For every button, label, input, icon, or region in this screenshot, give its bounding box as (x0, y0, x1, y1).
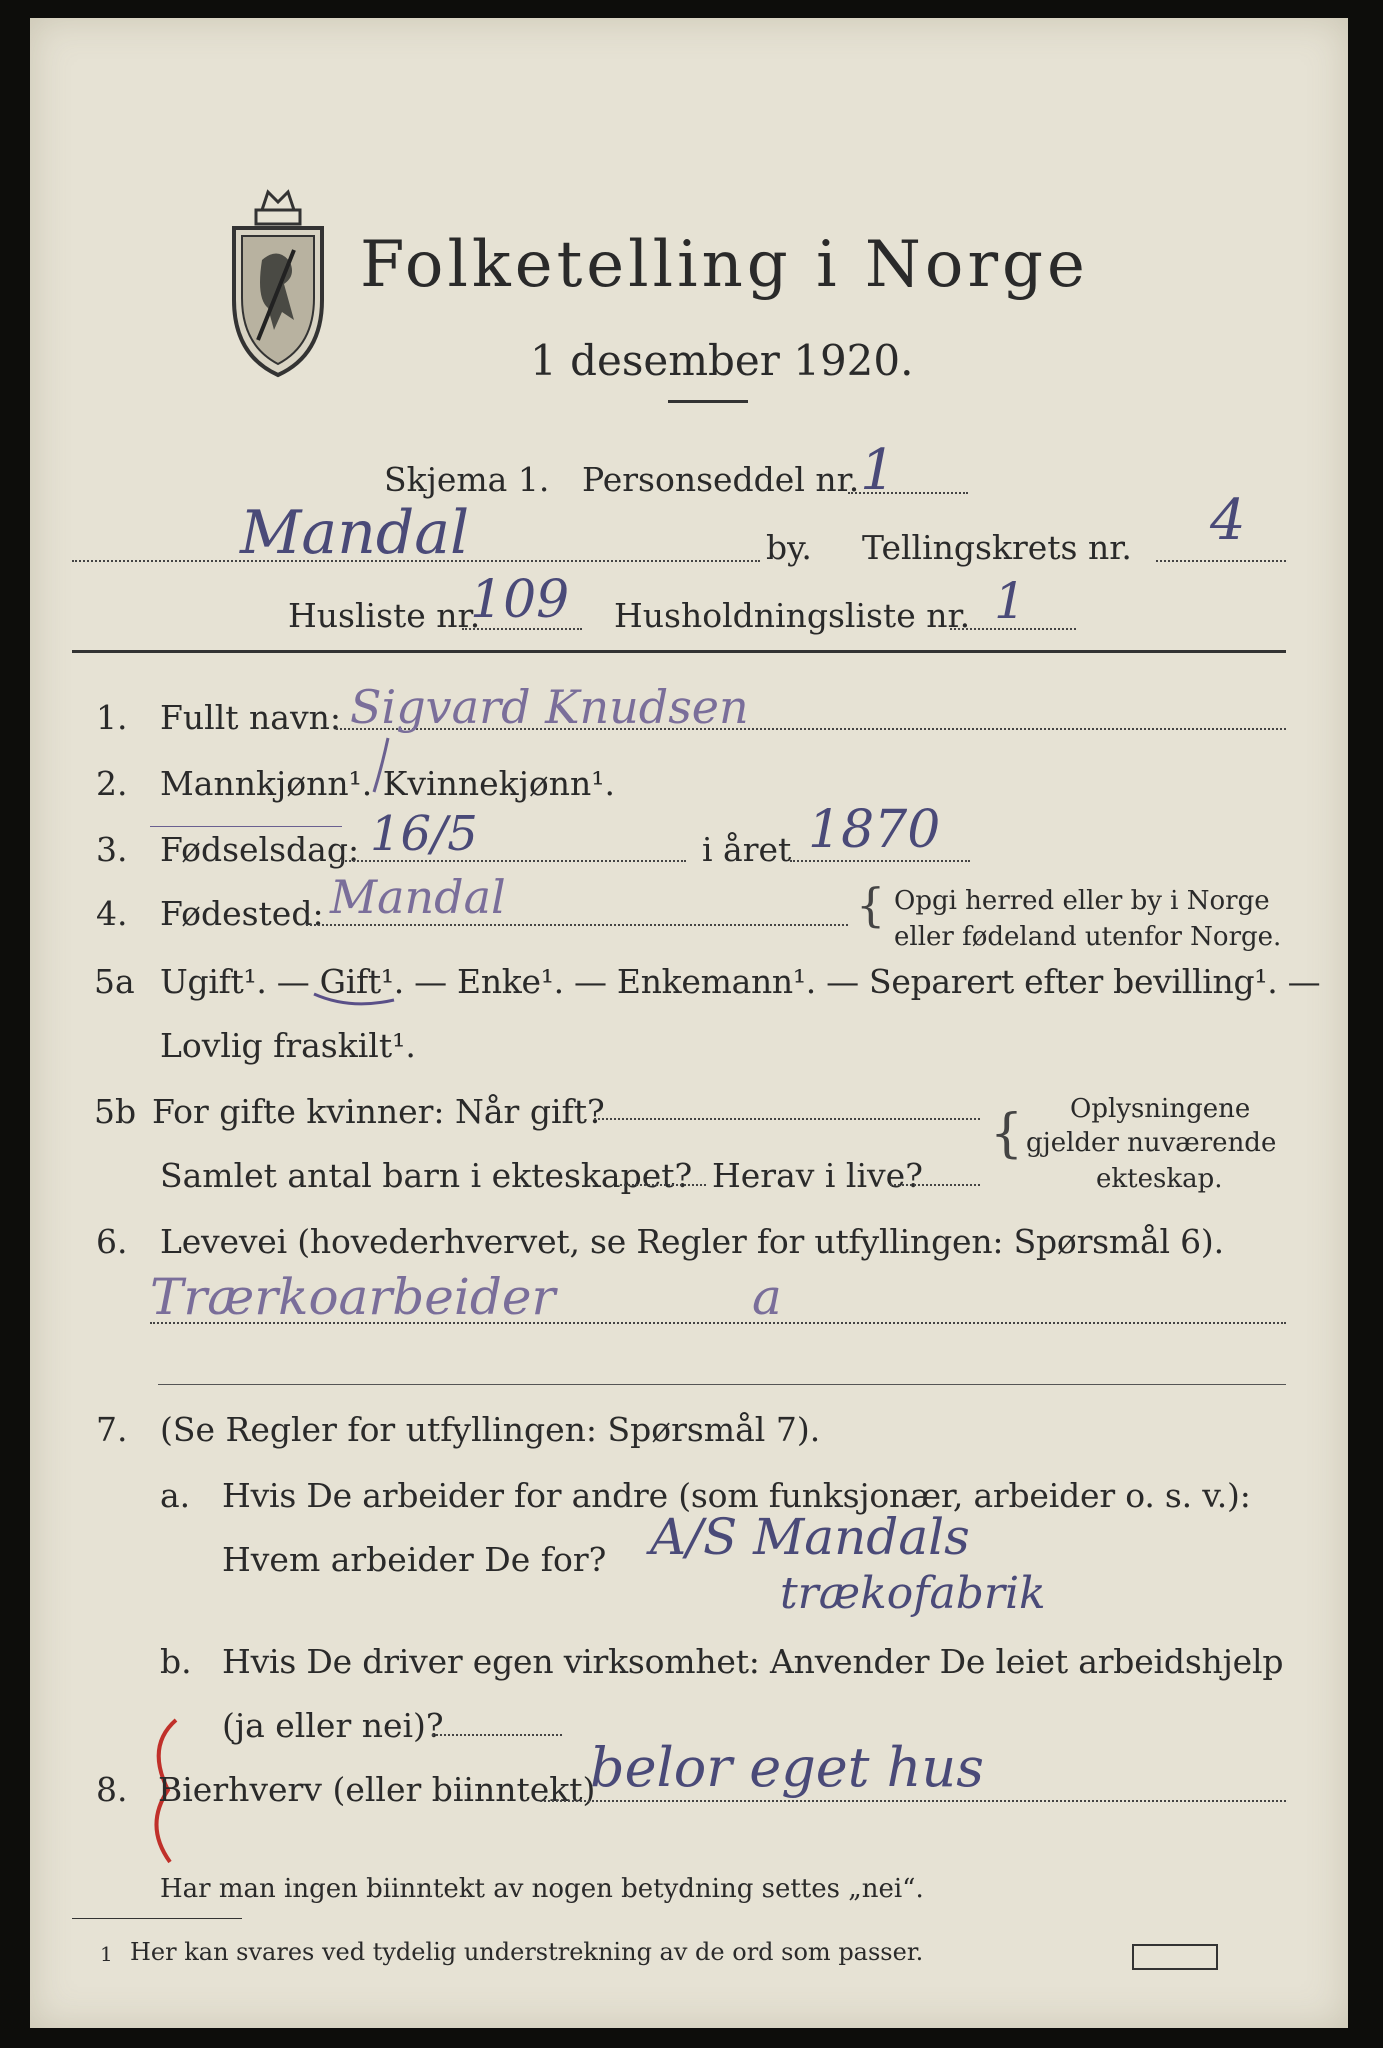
q6-line2 (158, 1384, 1286, 1385)
tellingskrets-label: Tellingskrets nr. (862, 528, 1132, 567)
husliste-label: Husliste nr. (288, 596, 481, 635)
q3-label: Fødselsdag: (160, 830, 360, 869)
skjema-label: Skjema 1. (384, 460, 550, 499)
q6-label: Levevei (hovederhvervet, se Regler for utfyllingen: Spørsmål 6). (160, 1222, 1224, 1261)
q6-number: 6. (96, 1222, 128, 1261)
husliste-value: 109 (470, 570, 570, 630)
q5b-label-alive: Herav i live? (712, 1156, 923, 1195)
q5b-note-line1: Oplysningene (1070, 1094, 1251, 1124)
personseddel-label: Personseddel nr. (582, 460, 860, 499)
q5a-number: 5a (94, 962, 135, 1001)
nei-note: Har man ingen biinntekt av nogen betydning settes „nei“. (160, 1874, 924, 1904)
q5b-label-married: For gifte kvinner: Når gift? (152, 1092, 605, 1131)
q5b-note-line2: gjelder nuværende (1026, 1128, 1277, 1158)
q5b-children-line (620, 1184, 706, 1186)
q5b-brace: { (990, 1104, 1024, 1164)
q7-label: (Se Regler for utfyllingen: Spørsmål 7). (160, 1410, 821, 1449)
q5b-married-line (594, 1118, 980, 1120)
q4-note-line2: eller fødeland utenfor Norge. (894, 922, 1282, 952)
q8-label: Bierhverv (eller biinntekt) (158, 1770, 596, 1809)
q7b-letter: b. (160, 1642, 192, 1681)
q6-value-suffix: a (752, 1268, 782, 1326)
footnote-text: Her kan svares ved tydelig understrekning av de ord som passer. (130, 1938, 924, 1966)
q7a-value-line1: A/S Mandals (650, 1508, 970, 1566)
q1-value: Sigvard Knudsen (350, 680, 749, 734)
personseddel-value: 1 (860, 438, 896, 503)
header-divider (72, 650, 1286, 653)
q2-check-mark (368, 736, 398, 796)
q3-year-label: i året (702, 830, 792, 869)
q7b-line2: (ja eller nei)? (222, 1706, 444, 1745)
q5b-label-children: Samlet antal barn i ekteskapet? (160, 1156, 693, 1195)
q7a-value-line2: trækofabrik (780, 1568, 1046, 1619)
q4-line (306, 924, 848, 926)
q3-underline (150, 826, 342, 827)
q6-line1 (150, 1322, 1286, 1324)
q8-number: 8. (96, 1770, 128, 1809)
city-value: Mandal (240, 498, 470, 568)
by-label: by. (766, 528, 812, 567)
husholdningsliste-value: 1 (994, 572, 1026, 630)
title-divider (668, 400, 748, 403)
tellingskrets-value: 4 (1210, 488, 1246, 553)
coat-of-arms-icon (222, 180, 334, 380)
printer-stamp (1132, 1944, 1218, 1970)
q4-number: 4. (96, 894, 128, 933)
q5a-line2: Lovlig fraskilt¹. (160, 1026, 416, 1065)
q5a-gift-underline (310, 988, 400, 1012)
q6-value: Trærkoarbeider (150, 1268, 556, 1326)
q5b-alive-line (890, 1184, 980, 1186)
q7a-letter: a. (160, 1476, 191, 1515)
q7b-line1: Hvis De driver egen virksomhet: Anvender De leiet arbeidshjelp (222, 1642, 1284, 1681)
q5b-number: 5b (94, 1092, 137, 1131)
q5b-note-line3: ekteskap. (1096, 1164, 1223, 1194)
q4-label: Fødested: (160, 894, 324, 933)
q3-year-value: 1870 (808, 800, 941, 860)
footnote-rule (72, 1918, 242, 1919)
q3-year-line (790, 860, 970, 862)
q7-number: 7. (96, 1410, 128, 1449)
q8-line (540, 1800, 1286, 1802)
footnote-mark: 1 (100, 1942, 113, 1966)
q4-brace: { (856, 878, 886, 932)
q5a-line1: Ugift¹. — Gift¹. — Enke¹. — Enkemann¹. — Separert efter bevilling¹. — (160, 962, 1321, 1001)
city-line (72, 560, 760, 562)
q7a-line2: Hvem arbeider De for? (222, 1540, 607, 1579)
husholdningsliste-label: Husholdningsliste nr. (614, 596, 971, 635)
q2-number: 2. (96, 764, 128, 803)
q4-note-line1: Opgi herred eller by i Norge (894, 886, 1270, 916)
q1-label: Fullt navn: (160, 698, 341, 737)
q7b-line (432, 1734, 562, 1736)
q4-value: Mandal (330, 870, 506, 924)
q7a-line1: Hvis De arbeider for andre (som funksjonær, arbeider o. s. v.): (222, 1476, 1251, 1515)
q3-value: 16/5 (370, 806, 478, 862)
q8-value: belor eget hus (590, 1736, 984, 1799)
census-date: 1 desember 1920. (530, 336, 914, 385)
q2-label: Mannkjønn¹. Kvinnekjønn¹. (160, 764, 615, 803)
q3-number: 3. (96, 830, 128, 869)
q1-number: 1. (96, 698, 128, 737)
form-title: Folketelling i Norge (360, 228, 1089, 302)
tellingskrets-line (1156, 560, 1286, 562)
